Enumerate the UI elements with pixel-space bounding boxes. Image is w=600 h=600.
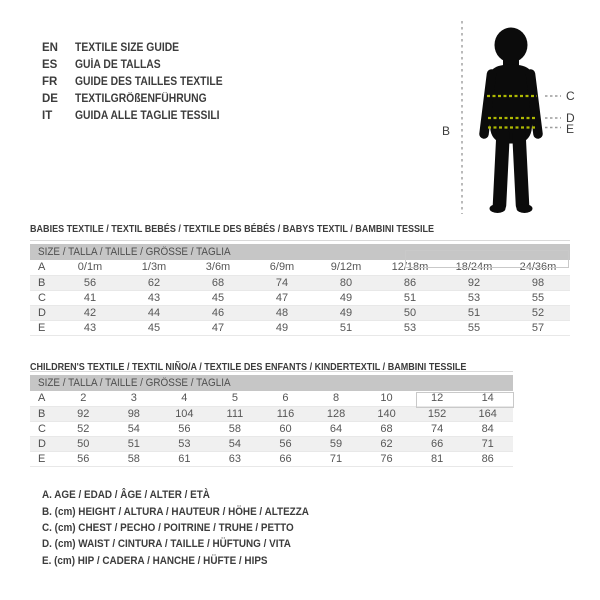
cell-value: 55 <box>531 291 545 304</box>
language-title-list <box>42 39 239 124</box>
cell-value: 49 <box>339 306 353 319</box>
cell-value: 66 <box>279 452 292 465</box>
legend-line-height: B. (cm) HEIGHT / ALTURA / HAUTEUR / HÖHE / ALTEZZA <box>42 505 309 518</box>
cell-value: 128 <box>326 407 346 420</box>
lang-title: GUÍA DE TALLAS <box>75 58 161 71</box>
table-row <box>30 451 513 466</box>
cell-value: 47 <box>275 291 289 304</box>
children-size-highlight-box <box>416 392 514 408</box>
cell-value: 1/3m <box>141 261 167 274</box>
cell-value: 98 <box>531 276 545 289</box>
cell-value: 0/1m <box>77 261 103 274</box>
table-row <box>30 406 513 421</box>
cell-value: 51 <box>403 291 417 304</box>
child-silhouette-diagram <box>408 13 593 225</box>
cell-value: 64 <box>329 422 343 435</box>
lang-row-de <box>42 90 239 107</box>
table-row <box>30 290 570 305</box>
cell-value: 56 <box>77 452 90 465</box>
cell-value: 44 <box>147 306 161 319</box>
table-row <box>30 436 513 451</box>
row-label: E <box>38 321 46 334</box>
cell-value: 58 <box>228 422 242 435</box>
cell-value: 98 <box>127 407 140 420</box>
row-label: D <box>38 437 46 450</box>
cell-value: 47 <box>211 321 225 334</box>
cell-value: 49 <box>275 321 289 334</box>
measurement-legend <box>42 487 339 569</box>
cell-value: 24/36m <box>519 261 557 274</box>
cell-value: 8 <box>332 392 340 405</box>
cell-value: 54 <box>228 437 242 450</box>
size-header-bar <box>30 375 513 391</box>
cell-value: 12 <box>430 392 444 405</box>
cell-value: 71 <box>329 452 343 465</box>
row-label: B <box>38 276 46 289</box>
legend-line-age: A. AGE / EDAD / ÂGE / ALTER / ETÀ <box>42 489 210 502</box>
cell-value: 12/18m <box>391 261 429 274</box>
lang-title: GUIDA ALLE TAGLIE TESSILI <box>75 109 220 122</box>
cell-value: 54 <box>127 422 140 435</box>
cell-value: 6/9m <box>269 261 295 274</box>
cell-value: 104 <box>175 407 194 420</box>
cell-value: 53 <box>403 321 417 334</box>
cell-value: 86 <box>481 452 494 465</box>
lang-title: GUIDE DES TAILLES TEXTILE <box>75 75 223 88</box>
cell-value: 46 <box>211 306 225 319</box>
cell-value: 63 <box>228 452 242 465</box>
children-table-topline <box>30 371 513 372</box>
cell-value: 74 <box>430 422 444 435</box>
chest-label: C <box>566 89 575 103</box>
cell-value: 3/6m <box>205 261 231 274</box>
lang-title: TEXTILGRÖßENFÜHRUNG <box>75 92 207 105</box>
cell-value: 18/24m <box>455 261 493 274</box>
cell-value: 9/12m <box>330 261 362 274</box>
row-label: B <box>38 407 46 420</box>
cell-value: 111 <box>226 407 244 420</box>
cell-value: 14 <box>481 392 494 405</box>
cell-value: 76 <box>380 452 393 465</box>
cell-value: 50 <box>77 437 90 450</box>
size-header-label: SIZE / TALLA / TAILLE / GRÖSSE / TAGLIA <box>38 246 231 258</box>
babies-section-title-text: BABIES TEXTILE / TEXTIL BEBÉS / TEXTILE DES BÉBÉS / BABYS TEXTIL / BAMBINI TESSILE <box>30 223 435 235</box>
cell-value: 68 <box>380 422 393 435</box>
cell-value: 51 <box>127 437 140 450</box>
cell-value: 6 <box>282 392 289 405</box>
cell-value: 43 <box>83 321 97 334</box>
cell-value: 80 <box>339 276 353 289</box>
lang-code: DE <box>42 92 58 105</box>
size-header-row <box>30 375 513 391</box>
cell-value: 140 <box>377 407 396 420</box>
table-row <box>30 305 570 320</box>
cell-value: 53 <box>178 437 191 450</box>
cell-value: 71 <box>481 437 494 450</box>
child-silhouette <box>484 28 538 214</box>
cell-value: 4 <box>181 392 188 405</box>
table-row <box>30 275 570 290</box>
cell-value: 92 <box>467 276 481 289</box>
lang-code: EN <box>42 41 58 54</box>
cell-value: 45 <box>147 321 161 334</box>
size-header-label: SIZE / TALLA / TAILLE / GRÖSSE / TAGLIA <box>38 377 231 389</box>
cell-value: 51 <box>467 306 481 319</box>
hip-label: E <box>566 122 575 136</box>
cell-value: 59 <box>329 437 343 450</box>
babies-section-title <box>30 223 500 235</box>
children-size-table <box>30 375 513 467</box>
cell-value: 53 <box>467 291 481 304</box>
cell-value: 62 <box>380 437 393 450</box>
cell-value: 56 <box>178 422 191 435</box>
measurement-figure <box>408 13 593 225</box>
lang-row-it <box>42 107 239 124</box>
lang-row-es <box>42 56 239 73</box>
row-label: A <box>38 261 46 274</box>
legend-line-waist: D. (cm) WAIST / CINTURA / TAILLE / HÜFTUNG / VITA <box>42 538 291 551</box>
cell-value: 43 <box>147 291 161 304</box>
row-label: D <box>38 306 46 319</box>
cell-value: 92 <box>77 407 90 420</box>
cell-value: 42 <box>83 306 97 319</box>
row-label: C <box>38 291 46 304</box>
cell-value: 66 <box>430 437 444 450</box>
cell-value: 48 <box>275 306 289 319</box>
cell-value: 86 <box>403 276 417 289</box>
lang-code: ES <box>42 58 58 71</box>
cell-value: 56 <box>83 276 97 289</box>
cell-value: 50 <box>403 306 417 319</box>
cell-value: 84 <box>481 422 494 435</box>
lang-row-fr <box>42 73 239 90</box>
lang-code: IT <box>42 109 53 122</box>
cell-value: 45 <box>211 291 225 304</box>
cell-value: 52 <box>77 422 90 435</box>
cell-value: 57 <box>531 321 545 334</box>
cell-value: 3 <box>130 392 137 405</box>
cell-value: 81 <box>430 452 444 465</box>
cell-value: 116 <box>276 407 295 420</box>
cell-value: 52 <box>531 306 545 319</box>
cell-value: 61 <box>178 452 191 465</box>
legend-line-hip: E. (cm) HIP / CADERA / HANCHE / HÜFTE / HIPS <box>42 554 268 567</box>
babies-table-topline <box>30 240 570 241</box>
cell-value: 58 <box>127 452 140 465</box>
cell-value: 49 <box>339 291 353 304</box>
lang-row-en <box>42 39 239 56</box>
cell-value: 10 <box>380 392 393 405</box>
row-label: C <box>38 422 46 435</box>
cell-value: 2 <box>80 392 87 405</box>
table-row <box>30 421 513 436</box>
cell-value: 41 <box>83 291 97 304</box>
height-label: B <box>442 124 451 138</box>
lang-title: TEXTILE SIZE GUIDE <box>75 41 180 54</box>
cell-value: 55 <box>467 321 481 334</box>
cell-value: 164 <box>478 407 497 420</box>
cell-value: 56 <box>279 437 292 450</box>
cell-value: 62 <box>147 276 161 289</box>
row-label: A <box>38 392 46 405</box>
legend-line-chest: C. (cm) CHEST / PECHO / POITRINE / TRUHE / PETTO <box>42 521 294 534</box>
row-label: E <box>38 452 46 465</box>
cell-value: 5 <box>231 392 238 405</box>
cell-value: 68 <box>211 276 225 289</box>
cell-value: 152 <box>427 407 447 420</box>
cell-value: 51 <box>339 321 353 334</box>
children-section-title-text: CHILDREN'S TEXTILE / TEXTIL NIÑO/A / TEXTILE DES ENFANTS / KINDERTEXTIL / BAMBINI TESSILE <box>30 361 467 373</box>
cell-value: 74 <box>275 276 289 289</box>
cell-value: 60 <box>279 422 292 435</box>
waist-label: D <box>566 111 575 125</box>
lang-code: FR <box>42 75 58 88</box>
table-row <box>30 320 570 335</box>
babies-size-highlight-box <box>405 250 569 268</box>
